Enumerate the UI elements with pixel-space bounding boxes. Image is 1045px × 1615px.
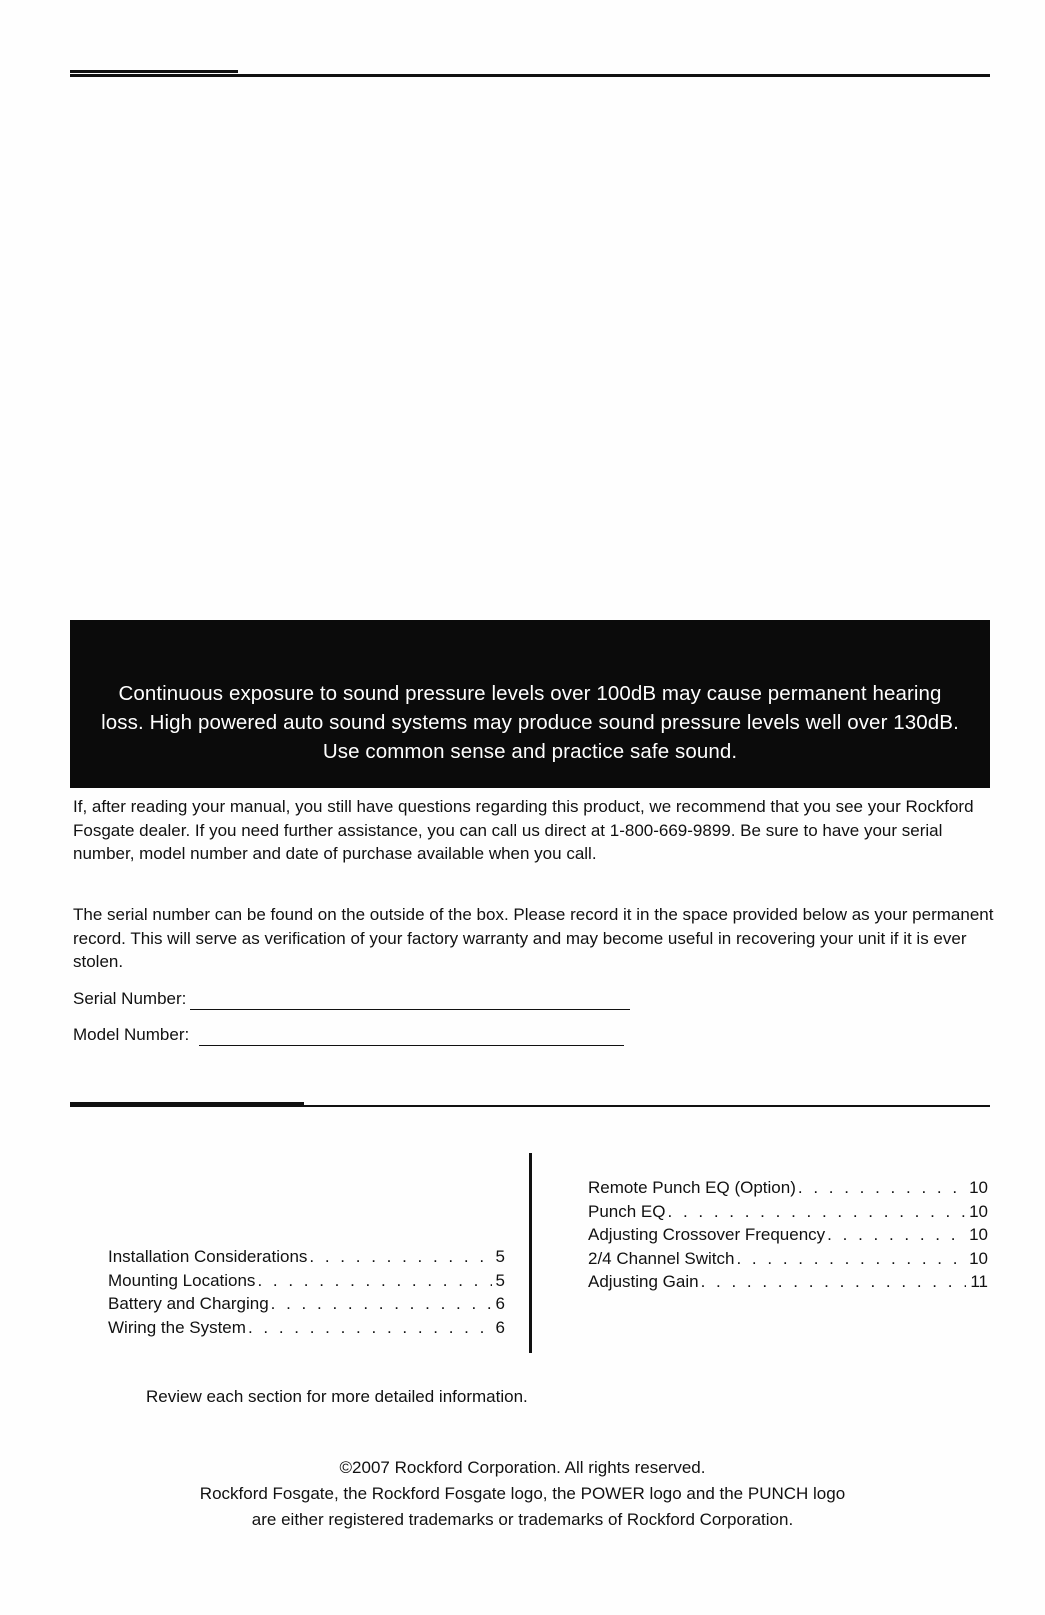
copyright-block bbox=[0, 1455, 1045, 1533]
hearing-warning-box bbox=[70, 620, 990, 788]
toc-entry-label: Mounting Locations bbox=[108, 1270, 256, 1290]
serial-number-blank-line bbox=[190, 991, 630, 1010]
toc-leader-dots bbox=[736, 1247, 965, 1271]
toc-entry bbox=[108, 1245, 505, 1269]
toc-entry bbox=[588, 1200, 988, 1224]
toc-right-column bbox=[588, 1176, 988, 1294]
model-number-field bbox=[73, 1023, 624, 1046]
toc-leader-dots bbox=[309, 1245, 491, 1269]
toc-entry-page: 10 bbox=[969, 1225, 988, 1244]
toc-entry bbox=[588, 1176, 988, 1200]
toc-leader-dots bbox=[701, 1270, 967, 1294]
header-rule bbox=[70, 74, 990, 77]
toc-entry-label: Adjusting Crossover Frequency bbox=[588, 1225, 826, 1244]
toc-entry-page: 11 bbox=[970, 1272, 988, 1291]
toc-leader-dots bbox=[248, 1316, 492, 1340]
copyright-line: ©2007 Rockford Corporation. All rights reserved. bbox=[339, 1458, 706, 1477]
toc-leader-dots bbox=[668, 1200, 966, 1224]
toc-entry bbox=[108, 1292, 505, 1316]
toc-entry bbox=[108, 1316, 505, 1340]
toc-entry bbox=[588, 1223, 988, 1247]
toc-leader-dots bbox=[271, 1292, 492, 1316]
toc-entry-page: 5 bbox=[495, 1270, 505, 1290]
toc-rule bbox=[70, 1105, 990, 1107]
model-number-blank-line bbox=[199, 1027, 624, 1046]
toc-entry-label: Installation Considerations bbox=[108, 1247, 308, 1266]
toc-leader-dots bbox=[257, 1269, 491, 1293]
toc-entry bbox=[588, 1247, 988, 1271]
toc-entry-label: Remote Punch EQ (Option) bbox=[588, 1178, 796, 1197]
toc-entry bbox=[108, 1269, 505, 1293]
trademark-line: Rockford Fosgate, the Rockford Fosgate logo, the POWER logo and the PUNCH logo bbox=[199, 1484, 846, 1503]
serial-number-label: Serial Number: bbox=[73, 989, 187, 1008]
toc-entry-page: 6 bbox=[495, 1317, 505, 1337]
trademark-line-2: are either registered trademarks or trademarks of Rockford Corporation. bbox=[251, 1510, 794, 1529]
toc-left-column bbox=[108, 1245, 505, 1339]
intro-paragraph-dealer: If, after reading your manual, you still have questions regarding this product, we recommend that you see your Rockford Fosgate dealer. If you need further assistance, you can call us direct at 1-800-669-9899. Be sure to have your serial number, model number and date of purchase available when you call. bbox=[73, 797, 974, 863]
toc-entry bbox=[588, 1270, 988, 1294]
toc-entry-label: Wiring the System bbox=[108, 1317, 246, 1337]
header-rule-tab bbox=[70, 70, 238, 73]
toc-column-divider bbox=[529, 1153, 532, 1353]
toc-entry-page: 6 bbox=[495, 1294, 505, 1313]
toc-entry-label: 2/4 Channel Switch bbox=[588, 1248, 735, 1268]
toc-entry-label: Punch EQ bbox=[588, 1201, 666, 1221]
hearing-warning-text: Continuous exposure to sound pressure levels over 100dB may cause permanent hearing loss. High powered auto sound systems may produce sound pressure levels well over 130dB. Use common sense and practice safe sound. bbox=[101, 682, 959, 763]
toc-leader-dots bbox=[798, 1176, 965, 1200]
review-note: Review each section for more detailed information. bbox=[146, 1387, 528, 1406]
toc-entry-page: 10 bbox=[969, 1248, 988, 1268]
toc-leader-dots bbox=[827, 1223, 965, 1247]
toc-entry-label: Adjusting Gain bbox=[588, 1272, 699, 1291]
model-number-label: Model Number: bbox=[73, 1025, 190, 1044]
serial-number-field bbox=[73, 987, 630, 1010]
toc-entry-label: Battery and Charging bbox=[108, 1294, 269, 1313]
toc-entry-page: 5 bbox=[495, 1247, 505, 1266]
toc-entry-page: 10 bbox=[969, 1201, 988, 1221]
intro-paragraph-serial: The serial number can be found on the outside of the box. Please record it in the space provided below as your permanent record. This will serve as verification of your factory warranty and may become useful in recovering your unit if it is ever stolen. bbox=[73, 905, 994, 971]
toc-entry-page: 10 bbox=[969, 1178, 988, 1197]
